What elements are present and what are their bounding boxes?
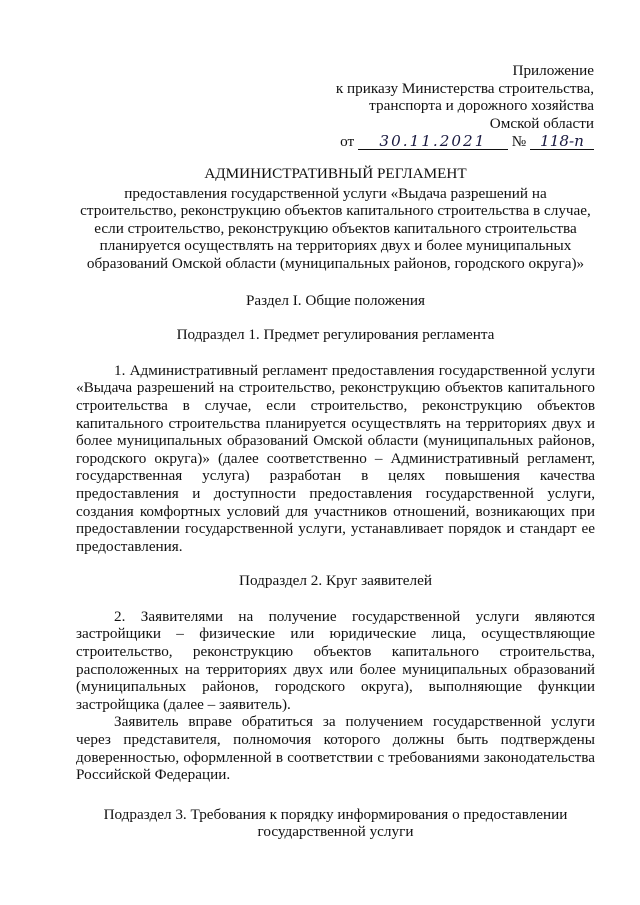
document-title: АДМИНИСТРАТИВНЫЙ РЕГЛАМЕНТ bbox=[204, 165, 467, 182]
appendix-header bbox=[264, 62, 594, 132]
paragraph: Заявитель вправе обратиться за получением государственной услуги через представителя, полномочия которого должны быть подтверждены доверенностью, оформленной в соответствии с требованиями законодательства Российской Федерации. bbox=[76, 713, 595, 784]
handwritten-date: 30.11.2021 bbox=[358, 133, 508, 150]
document-body bbox=[76, 165, 595, 841]
subsection-heading: Подраздел 1. Предмет регулирования регламента bbox=[176, 326, 495, 344]
from-label: от bbox=[340, 133, 355, 150]
subsection-heading: Подраздел 3. Требования к порядку информирования о предоставлении государственной услуги bbox=[103, 805, 568, 841]
appendix-label: Приложение bbox=[512, 62, 594, 79]
order-date-number-line bbox=[340, 133, 594, 151]
subsection-heading: Подраздел 2. Круг заявителей bbox=[239, 572, 432, 590]
appendix-region: Омской области bbox=[489, 114, 594, 132]
number-label: № bbox=[511, 133, 527, 150]
document-subtitle: предоставления государственной услуги «Выдача разрешений на строительство, реконструкцию объектов капитального строительства в случае, если строительство, реконструкцию объектов капитального строительства планируется осуществлять на территориях двух и более муниципальных образований Омской области (муниципальных районов, городского округа)» bbox=[80, 184, 591, 272]
paragraph: 2. Заявителями на получение государственной услуги являются застройщики – физические или юридические лица, осуществляющие строительство, реконструкцию объектов капитального строительства, расположенных на территориях двух или более муниципальных образований (муниципальных районов, городского округа), выполняющие функции застройщика (далее – заявитель). bbox=[76, 607, 595, 713]
section-heading: Раздел I. Общие положения bbox=[245, 291, 426, 309]
handwritten-number: 118-п bbox=[530, 133, 594, 150]
appendix-ministry: транспорта и дорожного хозяйства bbox=[369, 97, 594, 115]
paragraph: 1. Административный регламент предоставления государственной услуги «Выдача разрешений на строительство, реконструкцию объектов капитального строительства в случае, если строительство, реконструкцию объектов капитального строительства планируется осуществлять на территориях двух и более муниципальных образований Омской области (муниципальных районов, городского округа)» (далее соответственно – Административный регламент, государственная услуга) разработан в целях повышения качества предоставления и доступности предоставления государственной услуги, создания комфортных условий для участников отношений, возникающих при предоставлении государственной услуги, устанавливает порядок и стандарт ее предоставления. bbox=[76, 361, 595, 555]
appendix-order-ref: к приказу Министерства строительства, bbox=[335, 79, 594, 97]
